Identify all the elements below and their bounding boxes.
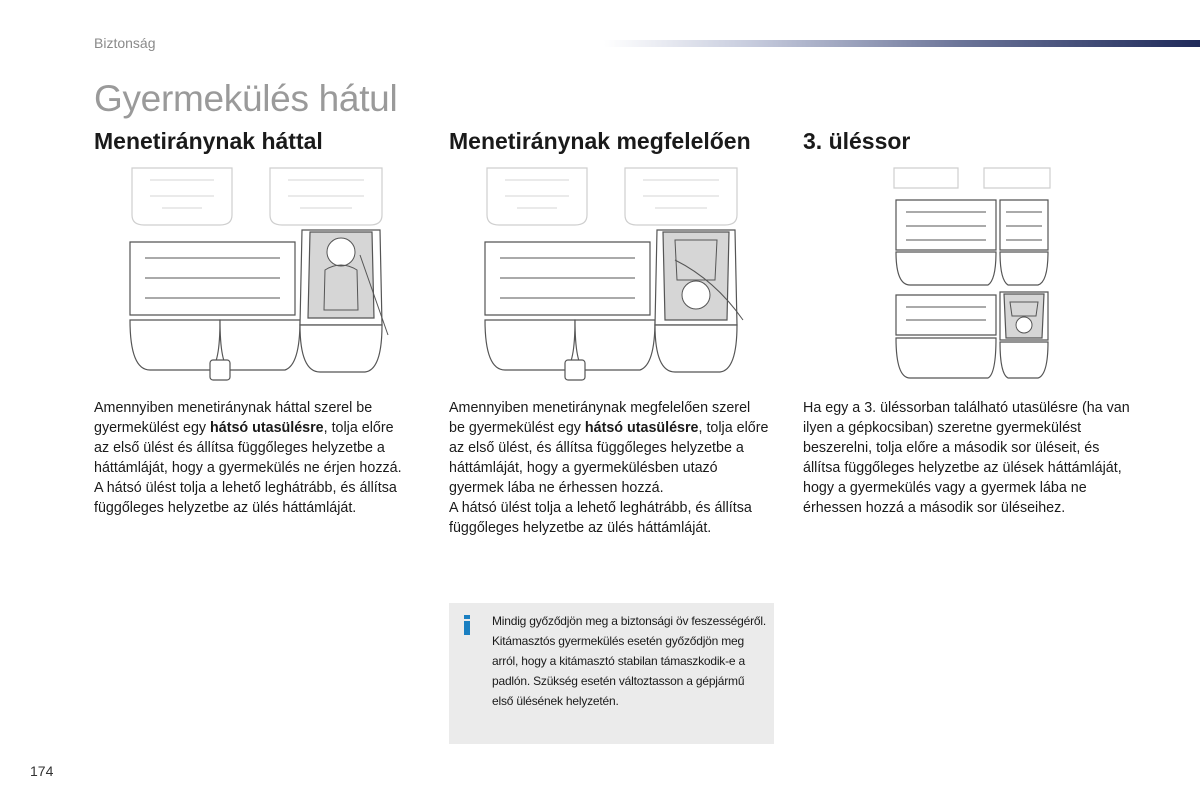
text-rear-facing-b: , tolja előre az első ülést és állítsa függőleges helyzetbe a háttámláját, hogy a gyermekülés ne érjen hozzá.: [94, 420, 402, 476]
heading-forward-facing: Menetiránynak megfelelően: [449, 128, 751, 154]
column-rear-facing: [94, 124, 323, 158]
heading-third-row: 3. üléssor: [803, 128, 911, 154]
text-forward-facing-b: , tolja előre az első ülést, és állítsa függőleges helyzetbe a háttámláját, hogy a gyermekülésben utazó gyermek lába ne érhessen hozzá.: [449, 420, 769, 496]
page-title: Gyermekülés hátul: [94, 78, 398, 119]
text-rear-facing: [94, 398, 404, 518]
text-forward-facing-p2: A hátsó ülést tolja a lehető leghátrább, és állítsa függőleges helyzetbe az ülés háttámláját.: [449, 500, 752, 536]
info-line-2: Kitámasztós gyermekülés esetén győződjön meg arról, hogy a kitámasztó stabilan támaszkodik-e a padlón. Szükség esetén változtasson a gépjármű első ülésének helyzetén.: [492, 634, 745, 708]
text-third-row: [803, 398, 1133, 518]
info-text: [492, 611, 767, 711]
column-forward-facing: [449, 124, 751, 158]
text-rear-facing-a: Amennyiben menetiránynak háttal szerel be gyermekülést egy: [94, 400, 373, 436]
page-number: 174: [30, 763, 54, 779]
text-forward-facing: [449, 398, 769, 538]
text-third-row-p1: Ha egy a 3. üléssorban található utasülésre (ha van ilyen a gépkocsiban) szeretne gyermekülést beszerelni, tolja előre a második sor üléseit, és állítsa függőleges helyzetbe az ülések háttámláját, hogy a gyermekülés vagy a gyermek lába ne érhessen hozzá a második sor üléseihez.: [803, 400, 1130, 516]
text-forward-facing-a: Amennyiben menetiránynak megfelelően szerel be gyermekülést egy: [449, 400, 751, 436]
text-forward-facing-bold: hátsó utasülésre: [584, 420, 699, 436]
text-rear-facing-p2: A hátsó ülést tolja a lehető leghátrább, és állítsa függőleges helyzetbe az ülés háttámláját.: [94, 480, 397, 516]
heading-rear-facing: Menetiránynak háttal: [94, 128, 323, 154]
info-line-1: Mindig győződjön meg a biztonsági öv feszességéről.: [492, 614, 766, 628]
info-icon: [461, 615, 473, 635]
text-rear-facing-bold: hátsó utasülésre: [210, 420, 324, 436]
info-box: [449, 603, 774, 744]
forward-facing-child-seat-diagram: [475, 160, 755, 385]
rear-facing-child-seat-diagram: [120, 160, 400, 385]
third-row-child-seat-diagram: [888, 160, 1058, 385]
section-label: Biztonság: [94, 35, 156, 51]
column-third-row: [803, 124, 910, 158]
header-bar: [604, 40, 1200, 47]
